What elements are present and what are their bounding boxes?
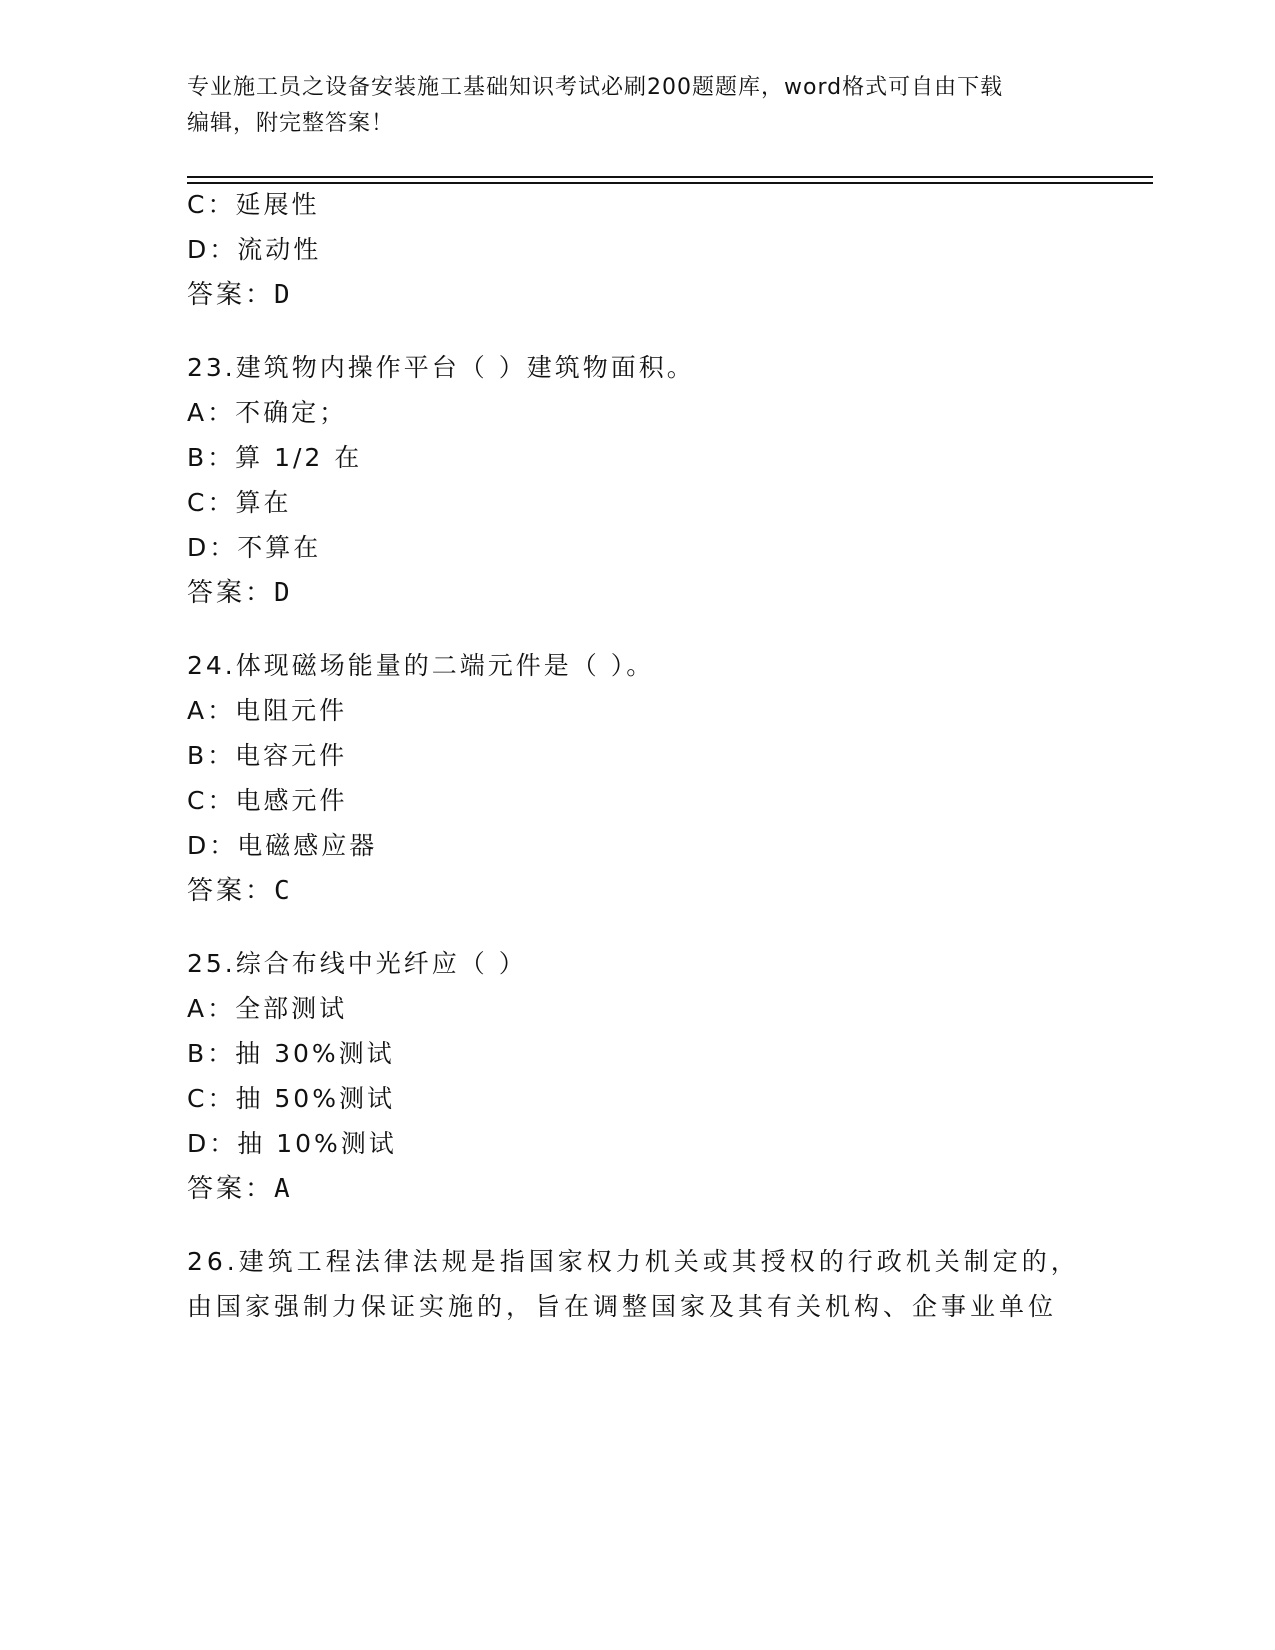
question-stem: 24.体现磁场能量的二端元件是（ ）。 [187,651,655,680]
header-rule-top [187,176,1153,178]
header-line-2: 编辑，附完整答案！ [187,111,395,136]
option-line: B：电容元件 [187,741,348,770]
header-rule-bottom [187,182,1153,184]
answer-value: C [274,876,293,906]
document-body [187,190,1087,1322]
document-header [187,70,1087,142]
question-gap [187,1204,1087,1247]
question-gap [187,310,1087,353]
option-line: D：流动性 [187,235,322,264]
option-line: A：不确定； [187,398,348,427]
question-stem: 23.建筑物内操作平台（ ）建筑物面积。 [187,353,695,382]
option-line: D：不算在 [187,533,322,562]
option-line: C：电感元件 [187,786,348,815]
answer-value: D [274,578,293,608]
question-gap [187,906,1087,949]
answer-label: 答案： [187,280,275,310]
answer-line [187,280,1087,310]
answer-line [187,876,1087,906]
answer-value: A [274,1174,293,1204]
option-line: C：延展性 [187,190,320,219]
option-line: D：电磁感应器 [187,831,378,860]
option-line: C：抽 50%测试 [187,1084,395,1113]
answer-label: 答案： [187,1174,275,1204]
question-stem: 25.综合布线中光纤应（ ） [187,949,527,978]
question-stem-continuation: 由国家强制力保证实施的，旨在调整国家及其有关机构、企事业单位 [187,1292,1058,1321]
option-line: B：算 1/2 在 [187,443,363,472]
option-line: C：算在 [187,488,292,517]
option-line: A：电阻元件 [187,696,348,725]
question-stem: 26.建筑工程法律法规是指国家权力机关或其授权的行政机关制定的， [187,1247,1080,1276]
option-line: D：抽 10%测试 [187,1129,397,1158]
answer-label: 答案： [187,876,275,906]
answer-value: D [274,280,293,310]
option-line: B：抽 30%测试 [187,1039,395,1068]
answer-label: 答案： [187,578,275,608]
question-gap [187,608,1087,651]
answer-line [187,1174,1087,1204]
option-line: A：全部测试 [187,994,348,1023]
header-line-1: 专业施工员之设备安装施工基础知识考试必刷200题题库，word格式可自由下载 [187,75,1004,100]
answer-line [187,578,1087,608]
